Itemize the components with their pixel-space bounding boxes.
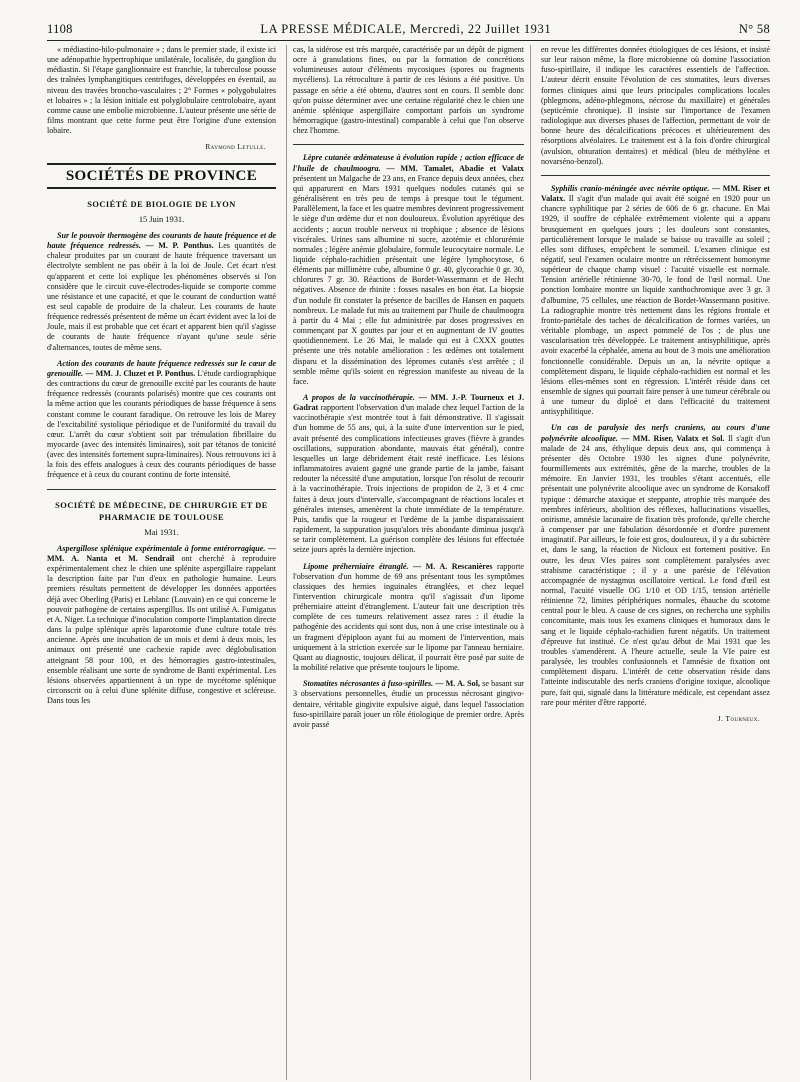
article-title: Sur le pouvoir thermogène des courants de haute fréquence et de haute fréquence redressés. (47, 230, 277, 251)
signature: Raymond Letulle. (205, 142, 267, 152)
article-text: L'étude cardiographique des contractions du cœur de grenouille excité par les courants de haute fréquence redressés (courants polarisés) montre que ces courants ont la même action que les courants périodiques de basse fréquence à sens constant comme le courant faradique. On retrouve les lois de Marey de l'excitabilité systolique périodique et de l'uniformité du travail du cœur. L'arrêt du cœur s'obtient soit par trémulation fibrillaire du myocarde (avec des intensités liminaires), soit par tétanos de tonicité (avec des intensités fortement supra-liminaires). Nous retrouvons ici à la fois des effets analogues à ceux des courants périodiques de basse fréquence et à ceux du courant continu de forte intensité. (47, 368, 277, 480)
signature: J. Tourneux. (717, 713, 760, 723)
section-title: SOCIÉTÉS DE PROVINCE (47, 163, 276, 189)
page-header (47, 22, 770, 41)
article-text: ont cherché à reproduire expérimentalement chez le chien une splénite aspergillaire rappelant la description faite par l'un d'eux en pathologie humaine. Leurs premiers résultats permettent de développer les données apportées déjà avec Oberling (Paris) et Leblanc (Louvain) en ce qui concerne le pouvoir pathogène de certains aspergillus. Ils ont utilisé A. Fumigatus et A. Niger. La technique d'inoculation comporte l'implantation directe dans la pulpe splénique après laparotomie d'une culture totale très ancienne. Après une incubation de un mois et demi à deux mois, les animaux ont présenté une cachexie rapide avec déglobulisation atteignant 58 pour 100, et des hémorragies gastro-intestinales, ensemble réalisant une sorte de syndrome de Banti expérimental. Les lésions observées appartiennent à un type de mycétome splénique circonscrit ou à celui d'une splénite diffuse, congestive et scléreuse. Dans tous les (47, 553, 277, 706)
divider (293, 144, 524, 145)
article (47, 231, 276, 353)
article-title: Aspergillose splénique expérimentale à forme entérorragique. (57, 543, 266, 553)
article (293, 562, 524, 674)
page-number: 1108 (47, 22, 73, 36)
intro-paragraph: « médiastino-hilo-pulmonaire » ; dans le premier stade, il existe ici une adénopathie hypertrophique unilatérale, localisée, du ganglion du médiastin. Si l'étape ganglionnaire est franchie, la tuberculose pousse des traînées lymphangitiques centrifuges, développées en éventail, au niveau des travées broncho-vasculaires ; 2° Formes « polygobulaires et lobaires » ; la lésion initiale est polyglobulaire centrolobaire, ayant comme cause une embolie microbienne. L'auteur présente une série de films montrant que cette forme peut être l'origine d'une extension lobaire. (47, 45, 277, 136)
society-heading: SOCIÉTÉ DE BIOLOGIE DE LYON (87, 199, 236, 209)
article-text: Il s'agit d'un malade de 24 ans, éthylique depuis deux ans, qui commença à présenter dès Octobre 1930 les signes d'une polynévrite, fourmillements aux extrémités, gêne de la marche, troubles de la mémoire. En Janvier 1931, les troubles s'étant accentués, elle présentait une polynévrite alcoolique avec un syndrome de Korsakoff typique : démarche ataxique et steppante, atrophie très marquée des membres inférieurs, abolition des réflexes, hallucinations visuelles, onirisme, amnésie lacunaire de fixation très profonde, qu'elle cherche à compenser par une fabulation désordonnée et d'ordre purement imaginatif. Par ailleurs, le foie est gros, douloureux, il y a du subictère et, dans le sang, la réaction de Nicloux est fortement positive. En outre, les deux VIes paires sont complètement paralysées avec strabisme caractéristique ; il y a une parésie de l'élévation accompagnée de nystagmus oscillatoire vertical. Le fond d'œil est normal, l'acuité visuelle OG 1/10 et OD 1/15, tension artérielle rétinienne 72, limites périphériques normales, ébauche du scotome central pour le bleu. A cause de ces signes, on rechercha une syphilis concomitante, mais tous les examens cliniques et humoraux dans le sang et le liquide céphalo-rachidien furent négatifs. Un traitement d'épreuve fut institué. Ce n'est qu'au début de Mai 1931 que les troubles s'amendèrent. A l'heure actuelle, seule la VIe paire est paralysée, les troubles confusionnels et l'amnésie de fixation ont complètement disparu. L'intérêt de cette observation réside dans l'atteinte indiscutable des nerfs craniens d'origine toxique, alcoolique pure, fait qui, signalé dans la littérature médicale, est cependant assez rare pour mériter d'être rapporté. (540, 433, 770, 707)
column-2 (286, 45, 531, 1080)
column-1 (47, 45, 276, 1080)
article (293, 153, 524, 387)
article-title: A propos de la vaccinothérapie. (303, 393, 415, 402)
article-title: Action des courants de haute fréquence redressés sur le cœur de grenouille. (47, 358, 277, 378)
article-author: — M. A. Sol, (435, 679, 480, 689)
article-author: — MM. A. Nanta et M. Sendrail (47, 543, 277, 563)
issue-number: N° 58 (738, 22, 770, 36)
article-author: — M. A. Rescanières (413, 561, 493, 571)
article-title: Un cas de paralysie des nerfs craniens, au cours d'une polynévrite alcoolique. (540, 423, 770, 443)
article-text: Les quantités de chaleur produites par un courant de haute fréquence traversant un électrolyte semblent ne pas obéir à la loi de Joule. Cet écart n'est qu'apparent et cette loi explique les phénomènes observés si l'on considère que le circuit cuve-électrodes-liquide se comporte comme une résistance et une capacité, et que le courant de conduction watté est seul capable de produire de la chaleur. Les courants de haute fréquence redressés présentent de même un écart évident avec la loi de Joule, mais il est probable que cet écart et apparent bien qu'il s'agisse de courants de haute fréquence n'ayant qu'une seule série d'alternances, toutes de même sens. (47, 241, 277, 352)
article-title: Syphilis cranio-méningée avec névrite optique. (550, 183, 710, 193)
divider (47, 489, 276, 490)
article-author: — M. P. Ponthus. (145, 241, 214, 251)
article (541, 184, 770, 418)
article-author: — MM. J. Cluzet et P. Ponthus. (85, 368, 196, 378)
article (293, 679, 524, 730)
divider (541, 175, 770, 176)
society-heading: SOCIÉTÉ DE MÉDECINE, DE CHIRURGIE ET DE PHARMACIE DE TOULOUSE (55, 500, 268, 522)
intro-paragraph: en revue les différentes données étiologiques de ces lésions, et insisté sur leur raison même, la flore microbienne où domine l'association fuso-spirillaire, il indique les caractères essentiels de l'affection. L'auteur décrit ensuite l'évolution de ces stomatites, leurs diverses formes cliniques ainsi que leurs principales complications locales (phlegmons, adéno-phlegmons, nécrose du maxillaire) et générales (septicémie chronique). Il insiste sur l'importance de l'examen radiologique aux diverses phases de l'affection, permettant de voir de bonne heure des décalcifications précoces et ultérieurement des résorptions alvéolaires. Le traitement est à la fois d'ordre chirurgical (avulsion, obturation dentaires) et médical (bleu de méthylène et novarséno-benzol). (540, 45, 770, 166)
intro-paragraph: cas, la sidérose est très marquée, caractérisée par un dépôt de pigment ocre à granulations fines, ou par la formation de concrétions volumineuses autour d'éléments mycosiques (spores ou fragments mycéliens). La rétroculture à partir de ces lésions a été positive. Un passage en série a été obtenu, d'autres sont en cours. Il semble donc qu'on puisse déterminer avec une certaine régularité chez le chien une anémie splénique aspergillaire comportant parfois un syndrome hémorragique (gastro-intestinal) comparable à celui que l'on observe chez l'homme. (293, 45, 524, 136)
article-text: Il s'agit d'un malade qui avait été soigné en 1920 pour un chancre syphilitique par 2 séries de 606 de 6 gr. chacune. En Mai 1929, il souffre de céphalée extrêmement violente qui a apparu brusquement en quelques jours ; les douleurs sont constantes, particulièrement lorsque le malade se baisse ou travaille au soleil ; elles sont diffuses, empêchent le sommeil. L'examen clinique est négatif, seul l'examen oculaire montre un rétrécissement homonyme supérieur de chaque champ visuel : l'acuité visuelle est normale. Tension artérielle rétinienne 30-70, le fond de l'œil normal. Une ponction lombaire montre un liquide xanthochromique avec 3 gr. 3 d'albumine, 75 cellules, une réaction de Bordet-Wassermann positive. La radiographie montre très nettement dans les régions frontale et fronto-pariétale des taches de décalcification de formes variées, un véritable plombage, un aspect pommelé de l'os ; de plus une vascularisation très développée. Le traitement antisyphilitique, après avoir exacerbé la céphalée, amena au bout de 3 mois une amélioration fonctionnelle considérable. Depuis un an, la névrite optique a complètement disparu, le liquide céphalo-rachidien est normal et les lésions elles-mêmes sont en régression. L'intérêt réside dans cet ensemble de signes qui pourrait faire penser à une tumeur cérébrale ou à une tumeur du diploé et dans l'efficacité du traitement antisyphilitique. (540, 194, 770, 417)
society-date: 15 Juin 1931. (138, 214, 185, 224)
article-author: — MM. Tamalet, Abadie et Valatx (386, 163, 524, 173)
article (47, 544, 276, 707)
article-text: rapporte l'observation d'un homme de 69 ans présentant tous les symptômes classiques des hernies inguinales étranglées, et chez lequel l'intervention chirurgicale montra qu'il s'agissait d'un lipome préherniaire atteint d'étranglement. L'auteur fait une description très complète de ces tumeurs relativement assez rares : il étudie la pathogénie des accidents qui sont dus, non à une crise intestinale ou à un fragment d'épiploon ayant fui au moment de l'intervention, mais uniquement à la striction exercée sur le lipome par l'anneau herniaire. Quant au diagnostic, toujours délicat, il pourrait être posé par suite de la mobilité relative que présente toujours le lipome. (293, 561, 524, 673)
society-date: Mai 1931. (144, 527, 179, 537)
article-text: rapportent l'observation d'un malade chez lequel l'action de la vaccinothérapie s'est montrée tout à fait démonstrative. Il s'agissait d'un homme de 55 ans, qui, à la suite d'une intervention sur le pied, avait présenté des complications infectieuses graves (fièvre à grandes oscillations, suppuration abondante, mauvais état général), contre lesquelles un large débridement était resté inefficace. Les lésions inflammatoires avaient gagné une grande partie de la jambe, faisant redouter la nécessité d'une amputation, lorsque l'on résolut de recourir à la vaccinothérapie. Trois injections de propidon de 2, 3 et 4 cmc faites à deux jours d'intervalle, s'accompagnant de réactions locales et générales intenses, amenèrent la chute immédiate de la température. Puis, tandis que la rougeur et l'œdème de la jambe disparaissaient rapidement, la suppuration jusqu'alors très abondante diminua jusqu'à se tarir complètement. La guérison complète des lésions fut effectuée seize jours après la dernière injection. (293, 403, 524, 555)
article-text: présentent un Malgache de 23 ans, en France depuis deux années, chez qui apparurent en Mars 1931 quelques nodules cutanés qui se généralisèrent en très peu de temps à presque tout le tégument. Parallèlement, la face et les quatre membres devinrent progressivement le siège d'un œdème dur et non douloureux. Évolution apyrétique des accidents ; aucun trouble nerveux ni trophique ; absence de lésions viscérales. Urines sans albumine ni sucre, azotémie et chlorurémie normales ; légère anémie globulaire, formule leucocytaire normale. Le liquide céphalo-rachidien présentait une légère lymphocytose, 6 éléments par millimètre cube, albumine 0 gr. 40, glycorachie 0 gr. 30, chlorures 7 gr. 30. Réactions de Bordet-Wassermann et de Hecht négatives. Absence de rhinite : fosses nasales en bon état. La biopsie d'un nodule fit constater la présence de bacilles de Hansen en paquets nombreux. Le malade fut mis au traitement par l'huile de chaulmoogra à partir du 4 Mai ; elle fut administrée par doses progressives en commençant par X gouttes par jour et en augmentant de IV gouttes quotidiennement. Le 26 Mai, le malade qui est à CXXX gouttes présente une très notable amélioration : les œdèmes ont totalement disparu et la dissémination des lépromes cutanés s'est arrêtée ; il semble même qu'ils soient en régression manifeste au niveau de la face. (293, 173, 524, 386)
article-author: — MM. J.-P. Tourneux et J. Gadrat (293, 393, 524, 413)
article (47, 359, 276, 481)
article (293, 393, 524, 556)
article-title: Stomatites nécrosantes à fuso-spirilles. (303, 679, 434, 689)
article-text: se basant sur 3 observations personnelles, étudie un processus nécrosant gingivo-dentaire, véritable gingivite expulsive aiguë, dans lequel l'association fuso-spirillaire paraît jouer un rôle étiologique de premier ordre. Après avoir passé (293, 679, 524, 729)
columns (47, 45, 770, 1080)
article-title: Lipome préherniaire étranglé. (303, 561, 409, 571)
column-3 (541, 45, 770, 1080)
article (541, 423, 770, 707)
article-author: — MM. Riser, Valatx et Sol. (621, 433, 725, 443)
article-author: — MM. Riser et Valatx. (540, 183, 770, 204)
journal-title: LA PRESSE MÉDICALE, Mercredi, 22 Juillet 1931 (260, 22, 552, 36)
article-title: Lèpre cutanée œdémateuse à évolution rapide ; action efficace de l'huile de chaulmoogra. (293, 153, 524, 173)
